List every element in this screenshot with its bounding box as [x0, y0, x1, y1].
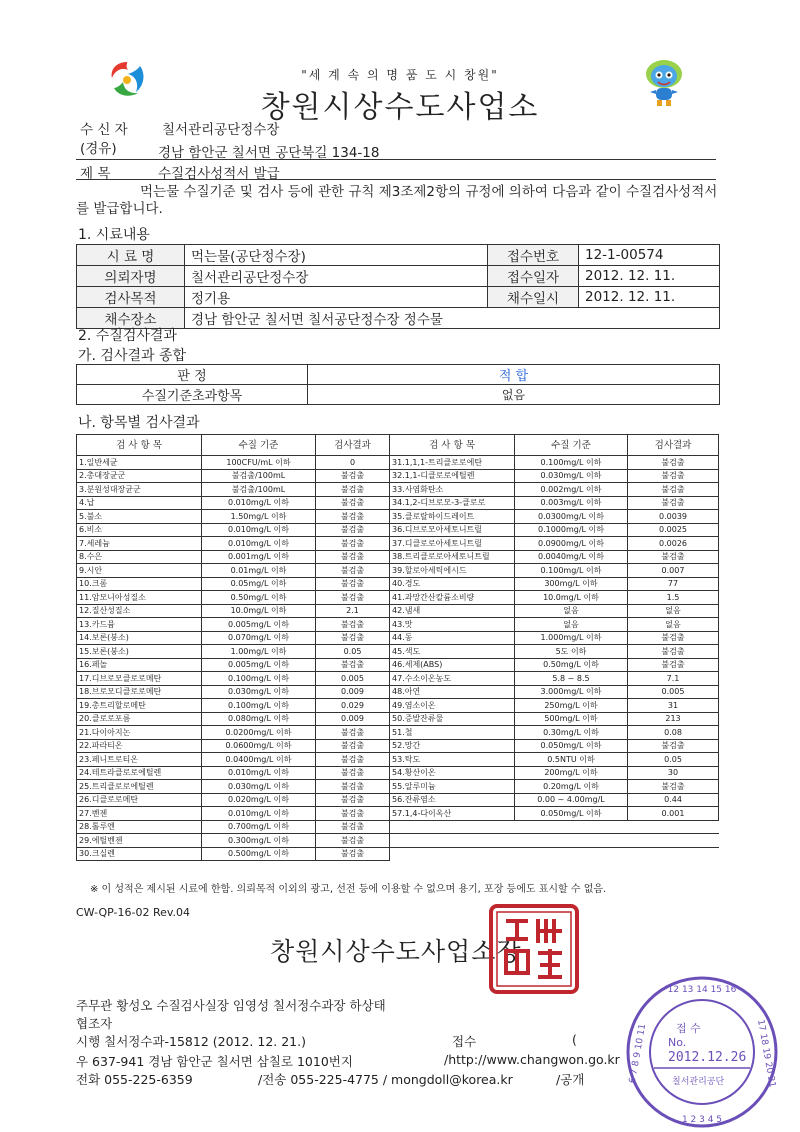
table-row	[77, 793, 719, 807]
stamp-number-label: No.	[668, 1036, 687, 1049]
result-cell: 불검출	[628, 631, 719, 645]
result-cell: 불검출	[316, 537, 390, 551]
result-cell: 20.클로로포름	[77, 712, 202, 726]
result-cell: 0.100mg/L 이하	[515, 456, 628, 470]
result-cell: 19.총트리할로메탄	[77, 699, 202, 713]
empty-cell	[390, 834, 719, 848]
result-cell: 불검출	[316, 780, 390, 794]
result-cell: 250mg/L 이하	[515, 699, 628, 713]
result-cell: 0.50mg/L 이하	[202, 591, 316, 605]
purpose-value: 정기용	[185, 287, 488, 308]
empty-cell	[390, 847, 719, 861]
result-cell: 불검출	[316, 523, 390, 537]
requester-label: 의뢰자명	[77, 266, 185, 287]
via-label: (경유)	[80, 141, 117, 157]
result-cell: 불검출	[316, 577, 390, 591]
sample-info-table	[76, 244, 720, 329]
result-cell: 불검출	[628, 496, 719, 510]
result-cell: 0.080mg/L 이하	[202, 712, 316, 726]
result-cell: 0.20mg/L 이하	[515, 780, 628, 794]
result-cell: 불검출	[628, 550, 719, 564]
table-row	[77, 287, 720, 308]
result-cell: 44.동	[390, 631, 515, 645]
purpose-label: 검사목적	[77, 287, 185, 308]
column-header: 검사결과	[316, 435, 390, 456]
result-cell: 불검출	[316, 807, 390, 821]
result-cell: 213	[628, 712, 719, 726]
divider	[76, 179, 716, 180]
result-cell: 57.1,4-다이옥산	[390, 807, 515, 821]
result-cell: 18.브로모디클로로메탄	[77, 685, 202, 699]
result-cell: 불검출/100mL	[202, 469, 316, 483]
result-cell: 29.에틸벤젠	[77, 834, 202, 848]
receipt-date-label: 접수일자	[488, 266, 579, 287]
table-row	[77, 456, 719, 470]
result-cell: 0.050mg/L 이하	[515, 739, 628, 753]
result-cell: 100CFU/mL 이하	[202, 456, 316, 470]
result-cell: 43.맛	[390, 618, 515, 632]
result-cell: 12.질산성질소	[77, 604, 202, 618]
result-cell: 300mg/L 이하	[515, 577, 628, 591]
result-cell: 28.톨루엔	[77, 820, 202, 834]
result-cell: 0.007	[628, 564, 719, 578]
receipt-date-value: 2012. 12. 11.	[579, 266, 720, 287]
slogan: "세 계 속 의 명 품 도 시 창원"	[301, 68, 499, 82]
table-row	[77, 712, 719, 726]
table-row	[77, 365, 720, 385]
result-cell: 23.페니트로티온	[77, 753, 202, 767]
form-number: CW-QP-16-02 Rev.04	[76, 906, 191, 919]
result-cell: 0.100mg/L 이하	[515, 564, 628, 578]
result-cell: 5도 이하	[515, 645, 628, 659]
result-cell: 49.염소이온	[390, 699, 515, 713]
stamp-date: 2012.12.26	[668, 1050, 747, 1065]
result-cell: 0.010mg/L 이하	[202, 807, 316, 821]
svg-text:17 18 19 20 21: 17 18 19 20 21	[755, 1018, 777, 1089]
disclaimer-note: ※ 이 성적은 제시된 시료에 한함. 의뢰목적 이외의 광고, 선전 등에 이용할 수 없으며 용기, 포장 등에도 표시할 수 없음.	[90, 884, 607, 895]
result-cell: 0.010mg/L 이하	[202, 496, 316, 510]
result-cell: 0.05	[628, 753, 719, 767]
result-cell: 불검출	[316, 591, 390, 605]
table-row	[77, 685, 719, 699]
fax-email: /전송 055-225-4775 / mongdoll@korea.kr	[258, 1072, 513, 1087]
result-cell: 0.005mg/L 이하	[202, 658, 316, 672]
result-cell: 0.001mg/L 이하	[202, 550, 316, 564]
table-row	[77, 266, 720, 287]
result-cell: 불검출	[316, 847, 390, 861]
table-row	[77, 645, 719, 659]
result-cell: 불검출	[316, 753, 390, 767]
result-cell: 불검출	[628, 456, 719, 470]
table-row	[77, 820, 719, 834]
result-cell: 48.아연	[390, 685, 515, 699]
cooperator-line: 협조자	[76, 1016, 113, 1031]
result-cell: 0.050mg/L 이하	[515, 807, 628, 821]
item-results-subtitle: 나. 항목별 검사결과	[78, 415, 200, 431]
sampling-site-value: 경남 함안군 칠서면 칠서공단정수장 정수물	[185, 308, 720, 329]
phone-number: 전화 055-225-6359	[76, 1072, 193, 1087]
result-cell: 없음	[515, 604, 628, 618]
result-cell: 39.할로아세틱에시드	[390, 564, 515, 578]
table-header-row	[77, 435, 719, 456]
result-cell: 4.납	[77, 496, 202, 510]
result-cell: 불검출	[316, 820, 390, 834]
postal-address: 우 637-941 경남 함안군 칠서면 삼칠로 1010번지	[76, 1054, 353, 1069]
svg-text:1 2 3 4 5: 1 2 3 4 5	[681, 1115, 723, 1125]
requester-value: 칠서관리공단정수장	[185, 266, 488, 287]
result-cell: 55.알루미늄	[390, 780, 515, 794]
result-cell: 0.0900mg/L 이하	[515, 537, 628, 551]
result-cell: 0.44	[628, 793, 719, 807]
result-cell: 10.0mg/L 이하	[202, 604, 316, 618]
sampling-date-value: 2012. 12. 11.	[579, 287, 720, 308]
result-cell: 52.망간	[390, 739, 515, 753]
result-cell: 0.0040mg/L 이하	[515, 550, 628, 564]
result-cell: 0.002mg/L 이하	[515, 483, 628, 497]
result-cell: 30.크실렌	[77, 847, 202, 861]
receipt-paren: (	[572, 1032, 577, 1047]
table-row	[77, 631, 719, 645]
result-cell: 0.070mg/L 이하	[202, 631, 316, 645]
table-row	[77, 523, 719, 537]
result-cell: 불검출	[316, 550, 390, 564]
result-cell: 불검출	[316, 618, 390, 632]
exceed-items-value: 없음	[308, 385, 720, 405]
result-cell: 26.디클로로메탄	[77, 793, 202, 807]
result-cell: 불검출	[316, 726, 390, 740]
result-cell: 1.일반세균	[77, 456, 202, 470]
result-cell: 1.000mg/L 이하	[515, 631, 628, 645]
table-row	[77, 726, 719, 740]
result-cell: 0.0026	[628, 537, 719, 551]
column-header: 검 사 항 목	[390, 435, 515, 456]
result-cell: 35.클로랄하이드레이트	[390, 510, 515, 524]
result-cell: 37.디클로로아세토니트릴	[390, 537, 515, 551]
table-row	[77, 550, 719, 564]
enforcement-line: 시행 칠서정수과-15812 (2012. 12. 21.)	[76, 1034, 306, 1049]
result-cell: 0.01mg/L 이하	[202, 564, 316, 578]
result-cell: 10.크롬	[77, 577, 202, 591]
result-cell: 38.트리클로로아세토니트릴	[390, 550, 515, 564]
table-row	[77, 699, 719, 713]
result-cell: 불검출	[316, 564, 390, 578]
result-cell: 32.1,1-디클로로에틸렌	[390, 469, 515, 483]
table-row	[77, 780, 719, 794]
recipient-value: 칠서관리공단정수장	[162, 122, 280, 138]
website-link[interactable]: /http://www.changwon.go.kr	[444, 1052, 620, 1067]
column-header: 수질 기준	[515, 435, 628, 456]
sampling-site-label: 채수장소	[77, 308, 185, 329]
receipt-no-value: 12-1-00574	[579, 245, 720, 266]
result-cell: 0.00 ~ 4.00mg/L	[515, 793, 628, 807]
result-cell: 0.300mg/L 이하	[202, 834, 316, 848]
judgement-table	[76, 364, 720, 405]
result-cell: 22.파라티온	[77, 739, 202, 753]
result-cell: 0.08	[628, 726, 719, 740]
result-cell: 0.001	[628, 807, 719, 821]
table-row	[77, 537, 719, 551]
result-cell: 0.0600mg/L 이하	[202, 739, 316, 753]
result-cell: 불검출	[316, 496, 390, 510]
subject-label: 제 목	[80, 166, 111, 182]
column-header: 검사결과	[628, 435, 719, 456]
judgement-value: 적 합	[308, 365, 720, 385]
result-cell: 0.030mg/L 이하	[202, 685, 316, 699]
item-results-table	[76, 434, 719, 861]
result-cell: 56.잔류염소	[390, 793, 515, 807]
result-cell: 5.8 ~ 8.5	[515, 672, 628, 686]
table-row	[77, 483, 719, 497]
table-row	[77, 834, 719, 848]
column-header: 수질 기준	[202, 435, 316, 456]
table-row	[77, 564, 719, 578]
result-cell: 51.철	[390, 726, 515, 740]
result-cell: 46.세제(ABS)	[390, 658, 515, 672]
result-cell: 불검출	[628, 645, 719, 659]
result-cell: 36.디브로모아세토니트릴	[390, 523, 515, 537]
result-cell: 16.페놀	[77, 658, 202, 672]
result-cell: 없음	[628, 618, 719, 632]
result-cell: 47.수소이온농도	[390, 672, 515, 686]
sample-name-value: 먹는물(공단정수장)	[185, 245, 488, 266]
result-cell: 0.030mg/L 이하	[515, 469, 628, 483]
intro-paragraph: 먹는물 수질기준 및 검사 등에 관한 규칙 제3조제2항의 규정에 의하여 다음과 같이 수질검사성적서를 발급합니다.	[76, 184, 718, 217]
result-cell: 불검출	[316, 658, 390, 672]
receipt-label: 접수	[452, 1034, 477, 1049]
result-cell: 0.05mg/L 이하	[202, 577, 316, 591]
mascot-icon	[640, 56, 688, 108]
result-cell: 50.증발잔류물	[390, 712, 515, 726]
result-cell: 0.1000mg/L 이하	[515, 523, 628, 537]
result-cell: 27.벤젠	[77, 807, 202, 821]
result-cell: 200mg/L 이하	[515, 766, 628, 780]
result-cell: 3.000mg/L 이하	[515, 685, 628, 699]
recipient-address: 경남 함안군 칠서면 공단북길 134-18	[158, 145, 380, 161]
section1-title: 1. 시료내용	[78, 227, 150, 243]
official-seal-icon	[488, 903, 580, 995]
result-cell: 0	[316, 456, 390, 470]
table-row	[77, 766, 719, 780]
result-cell: 9.시안	[77, 564, 202, 578]
result-cell: 41.과망간산칼륨소비량	[390, 591, 515, 605]
result-cell: 0.009	[316, 685, 390, 699]
table-row	[77, 658, 719, 672]
result-cell: 33.사염화탄소	[390, 483, 515, 497]
exceed-items-label: 수질기준초과항목	[77, 385, 308, 405]
result-cell: 0.020mg/L 이하	[202, 793, 316, 807]
result-cell: 0.700mg/L 이하	[202, 820, 316, 834]
table-row	[77, 496, 719, 510]
result-cell: 불검출	[628, 483, 719, 497]
result-cell: 불검출	[316, 631, 390, 645]
result-cell: 0.05	[316, 645, 390, 659]
result-cell: 6.비소	[77, 523, 202, 537]
result-cell: 불검출	[316, 469, 390, 483]
result-cell: 7.1	[628, 672, 719, 686]
result-cell: 21.다이아지논	[77, 726, 202, 740]
result-cell: 0.0200mg/L 이하	[202, 726, 316, 740]
result-cell: 불검출	[316, 510, 390, 524]
result-cell: 0.50mg/L 이하	[515, 658, 628, 672]
result-cell: 25.트리클로로에틸렌	[77, 780, 202, 794]
result-cell: 0.0300mg/L 이하	[515, 510, 628, 524]
judgement-label: 판 정	[77, 365, 308, 385]
result-cell: 7.세레늄	[77, 537, 202, 551]
stamp-receipt-label: 접 수	[676, 1022, 701, 1035]
result-cell: 0.030mg/L 이하	[202, 780, 316, 794]
result-cell: 15.보론(붕소)	[77, 645, 202, 659]
result-cell: 24.테트라클로로에틸렌	[77, 766, 202, 780]
result-cell: 77	[628, 577, 719, 591]
result-cell: 0.100mg/L 이하	[202, 699, 316, 713]
result-cell: 11.암모니아성질소	[77, 591, 202, 605]
table-row	[77, 807, 719, 821]
result-cell: 불검출	[316, 793, 390, 807]
result-cell: 0.0400mg/L 이하	[202, 753, 316, 767]
result-cell: 31	[628, 699, 719, 713]
result-cell: 불검출	[316, 739, 390, 753]
table-row	[77, 577, 719, 591]
result-cell: 0.010mg/L 이하	[202, 537, 316, 551]
result-cell: 불검출	[316, 766, 390, 780]
result-cell: 불검출	[628, 658, 719, 672]
section2-title: 2. 수질검사결과	[78, 328, 177, 344]
table-row	[77, 469, 719, 483]
result-cell: 불검출	[628, 469, 719, 483]
result-cell: 2.총대장균군	[77, 469, 202, 483]
result-cell: 10.0mg/L 이하	[515, 591, 628, 605]
result-cell: 1.5	[628, 591, 719, 605]
result-cell: 0.100mg/L 이하	[202, 672, 316, 686]
table-row	[77, 591, 719, 605]
table-row	[77, 753, 719, 767]
result-cell: 45.색도	[390, 645, 515, 659]
result-cell: 불검출	[628, 739, 719, 753]
table-row	[77, 739, 719, 753]
result-cell: 없음	[515, 618, 628, 632]
result-cell: 0.029	[316, 699, 390, 713]
result-cell: 0.500mg/L 이하	[202, 847, 316, 861]
result-cell: 0.010mg/L 이하	[202, 523, 316, 537]
recipient-label: 수 신 자	[80, 122, 128, 138]
result-cell: 0.005	[628, 685, 719, 699]
result-cell: 불검출	[628, 780, 719, 794]
result-cell: 1.00mg/L 이하	[202, 645, 316, 659]
sampling-date-label: 채수일시	[488, 287, 579, 308]
result-cell: 40.경도	[390, 577, 515, 591]
result-cell: 30	[628, 766, 719, 780]
result-cell: 0.010mg/L 이하	[202, 766, 316, 780]
column-header: 검 사 항 목	[77, 435, 202, 456]
approvers-line: 주무관 황성오 수질검사실장 임영성 칠서정수과장 하상태	[76, 998, 386, 1013]
receipt-no-label: 접수번호	[488, 245, 579, 266]
result-cell: 53.탁도	[390, 753, 515, 767]
result-cell: 불검출	[316, 483, 390, 497]
result-cell: 2.1	[316, 604, 390, 618]
table-row	[77, 604, 719, 618]
result-cell: 0.0039	[628, 510, 719, 524]
organization-title: 창원시상수도사업소	[260, 90, 540, 125]
result-cell: 54.황산이온	[390, 766, 515, 780]
subject-value: 수질검사성적서 발급	[158, 166, 280, 182]
result-cell: 0.30mg/L 이하	[515, 726, 628, 740]
table-row	[77, 672, 719, 686]
result-cell: 불검출/100mL	[202, 483, 316, 497]
result-cell: 0.005mg/L 이하	[202, 618, 316, 632]
result-cell: 31.1,1,1-트리클로로에탄	[390, 456, 515, 470]
table-row	[77, 510, 719, 524]
disclosure-status: /공개	[556, 1072, 585, 1087]
result-cell: 13.카드뮴	[77, 618, 202, 632]
result-cell: 0.5NTU 이하	[515, 753, 628, 767]
result-cell: 0.003mg/L 이하	[515, 496, 628, 510]
summary-subtitle: 가. 검사결과 종합	[78, 348, 187, 364]
table-row	[77, 847, 719, 861]
signer-name: 창원시상수도사업소장	[270, 937, 522, 966]
sample-name-label: 시 료 명	[77, 245, 185, 266]
result-cell: 14.보론(붕소)	[77, 631, 202, 645]
result-cell: 0.005	[316, 672, 390, 686]
result-cell: 없음	[628, 604, 719, 618]
result-cell: 3.분원성대장균군	[77, 483, 202, 497]
result-cell: 5.불소	[77, 510, 202, 524]
table-row	[77, 618, 719, 632]
result-cell: 34.1,2-디브로모-3-클로로	[390, 496, 515, 510]
result-cell: 17.디브로모클로로메탄	[77, 672, 202, 686]
stamp-org: 칠서관리공단	[672, 1077, 725, 1087]
svg-text:12 13 14 15 16: 12 13 14 15 16	[667, 985, 737, 995]
result-cell: 8.수은	[77, 550, 202, 564]
table-row	[77, 385, 720, 405]
empty-cell	[390, 820, 719, 834]
result-cell: 42.냄새	[390, 604, 515, 618]
table-row	[77, 245, 720, 266]
divider	[76, 159, 716, 160]
result-cell: 500mg/L 이하	[515, 712, 628, 726]
result-cell: 0.0025	[628, 523, 719, 537]
result-cell: 1.50mg/L 이하	[202, 510, 316, 524]
svg-text:6 7 8 9 10 11: 6 7 8 9 10 11	[627, 1023, 649, 1085]
result-cell: 0.009	[316, 712, 390, 726]
result-cell: 불검출	[316, 834, 390, 848]
